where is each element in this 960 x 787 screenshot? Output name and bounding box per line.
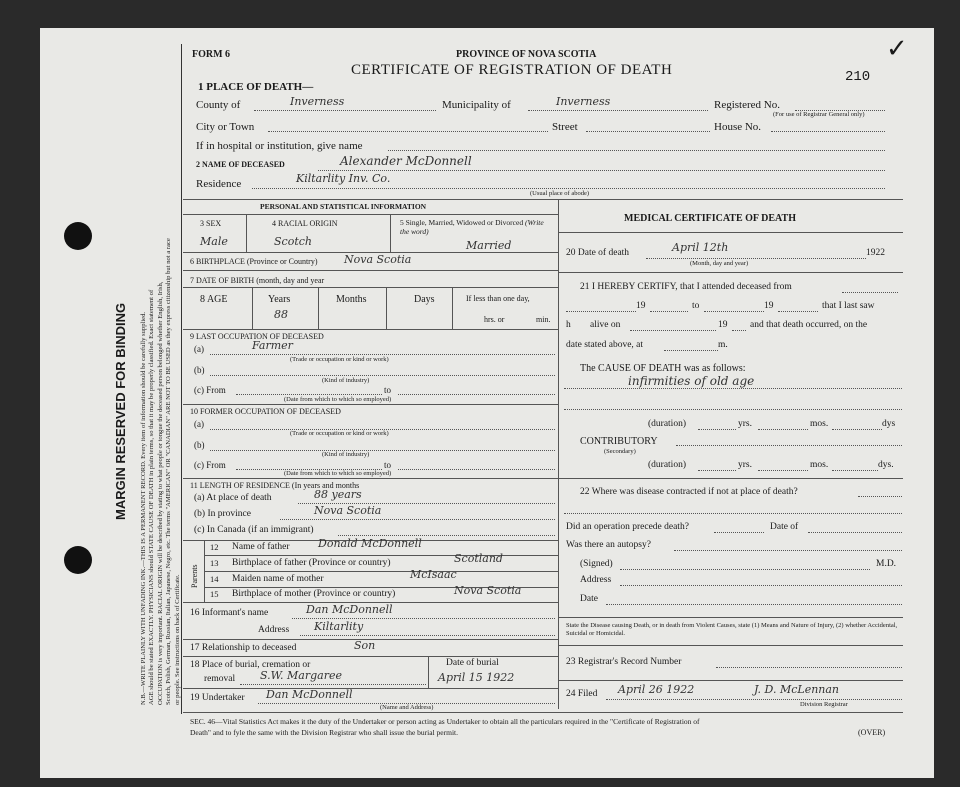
rule <box>183 214 558 215</box>
autopsy-line <box>674 550 902 551</box>
rule <box>204 571 558 572</box>
in-canada-line <box>338 535 555 536</box>
rule <box>252 287 253 329</box>
cause-label: The CAUSE OF DEATH was as follows: <box>580 363 746 374</box>
mother-label: Maiden name of mother <box>232 574 324 584</box>
secondary-note: (Secondary) <box>604 448 636 455</box>
former-c-line <box>398 469 555 470</box>
duration-line <box>698 429 736 430</box>
occ-c-note: (Date from which to which so employed) <box>284 396 392 403</box>
racial-label: 4 RACIAL ORIGIN <box>272 219 338 228</box>
informant-line <box>292 618 555 619</box>
province-label: PROVINCE OF NOVA SCOTIA <box>456 49 597 60</box>
mos-label: mos. <box>810 419 829 429</box>
operation-line <box>808 532 902 533</box>
date-m: m. <box>718 340 728 350</box>
in-canada-label: (c) In Canada (if an immigrant) <box>194 525 314 535</box>
mother-value: McIsaac <box>410 568 457 581</box>
q24-label: 24 Filed <box>566 689 598 699</box>
sex-label: 3 SEX <box>200 219 222 228</box>
date-above-line <box>664 350 718 351</box>
rule <box>558 617 903 618</box>
former-b-label: (b) <box>194 440 205 450</box>
dob-label: 7 DATE OF BIRTH (month, day and year <box>190 276 325 285</box>
cause-line <box>564 388 902 389</box>
residence-line <box>252 188 885 189</box>
marital-label: 5 Single, Married, Widowed or Divorced (Write the word) <box>400 218 544 236</box>
former-b-line <box>210 450 555 451</box>
removal-label: removal <box>204 674 236 684</box>
former-a-label: (a) <box>194 419 204 429</box>
certify-line <box>778 311 818 312</box>
checkmark-icon: ✓ <box>886 34 908 63</box>
former-c-from: (c) From <box>194 460 226 470</box>
months-label: Months <box>336 294 367 305</box>
county-value: Inverness <box>290 95 345 108</box>
county-line <box>254 110 436 111</box>
operation-label: Did an operation precede death? <box>566 522 689 532</box>
instruction-line: or people. See instructions on back of Certificate. <box>173 574 181 705</box>
operation-line <box>714 532 764 533</box>
in-province-line <box>280 519 555 520</box>
duration-line <box>758 470 808 471</box>
h-label: h <box>566 320 571 330</box>
certify-line <box>650 311 688 312</box>
hospital-label: If in hospital or institution, give name <box>196 140 363 152</box>
former-c-to: to <box>384 460 392 470</box>
municipality-label: Municipality of <box>442 99 511 111</box>
column-divider <box>558 199 559 709</box>
min-label: min. <box>536 315 551 324</box>
instruction-line: AGE should be stated EXACTLY. PHYSICIANS should STATE CAUSE OF DEATH in plain terms, so that it may be properly classified. Exact statement of <box>148 289 156 705</box>
rule <box>318 287 319 329</box>
rule <box>558 272 903 273</box>
occ-b-label: (b) <box>194 365 205 375</box>
date-line <box>606 604 902 605</box>
filed-value: April 26 1922 <box>618 683 695 696</box>
dys-label: dys <box>882 419 896 429</box>
date-label: Date <box>580 594 598 604</box>
date-of-death-year: 1922 <box>866 248 885 258</box>
date-of-death-line <box>646 258 866 259</box>
q23-line <box>716 667 902 668</box>
place-heading: 1 PLACE OF DEATH— <box>198 81 314 93</box>
rule <box>246 214 247 252</box>
contributory-line <box>676 445 902 446</box>
former-occupation-heading: 10 FORMER OCCUPATION OF DECEASED <box>190 407 341 416</box>
rule <box>428 656 429 688</box>
alive-line <box>732 330 746 331</box>
mother-birth-label: Birthplace of mother (Province or country) <box>232 589 396 599</box>
personal-heading: PERSONAL AND STATISTICAL INFORMATION <box>260 202 427 211</box>
burial-place-value: S.W. Margaree <box>260 669 342 682</box>
duration-label: (duration) <box>648 460 686 470</box>
in-province-value: Nova Scotia <box>314 504 382 517</box>
rule <box>183 712 903 713</box>
name-line <box>318 170 885 171</box>
signed-line <box>620 569 870 570</box>
autopsy-label: Was there an autopsy? <box>566 540 651 550</box>
instructions-vertical <box>140 85 182 705</box>
undertaker-label: 19 Undertaker <box>190 693 245 703</box>
burial-date-value: April 15 1922 <box>438 671 515 684</box>
binding-hole <box>64 222 92 250</box>
house-line <box>771 131 885 132</box>
residence-length-heading: 11 LENGTH OF RESIDENCE (In years and months <box>190 481 360 490</box>
less-day-label: If less than one day, <box>466 294 530 303</box>
father-birth-label: Birthplace of father (Province or country) <box>232 558 391 568</box>
parents-label: Parents <box>190 564 199 588</box>
occ-c-line <box>398 394 555 395</box>
former-b-note: (Kind of industry) <box>322 451 370 458</box>
footer-sec46: SEC. 46—Vital Statistics Act makes it the duty of the Undertaker or person acting as Undertaker to obtain all the particulars required in the "Certificate of Registration of <box>190 717 700 726</box>
days-label: Days <box>414 294 435 305</box>
occ-b-note: (Kind of industry) <box>322 377 370 384</box>
birthplace-label: 6 BIRTHPLACE (Province or Country) <box>190 257 318 266</box>
md-label: M.D. <box>876 559 897 569</box>
certify-line <box>566 311 636 312</box>
rule <box>183 287 558 288</box>
residence-note: (Usual place of abode) <box>530 190 590 197</box>
at-place-label: (a) At place of death <box>194 493 272 503</box>
mother-birth-num: 15 <box>210 589 219 599</box>
yrs-label: yrs. <box>738 419 752 429</box>
rule <box>386 287 387 329</box>
relationship-label: 17 Relationship to deceased <box>190 643 297 653</box>
burial-line <box>240 684 426 685</box>
contributory-label: CONTRIBUTORY <box>580 436 658 447</box>
registered-note: (For use of Registrar General only) <box>773 111 865 118</box>
name-label: 2 NAME OF DECEASED <box>196 160 285 169</box>
father-num: 12 <box>210 542 219 552</box>
registrar-signature: J. D. McLennan <box>754 683 840 696</box>
occ-a-line <box>210 354 555 355</box>
hospital-line <box>388 150 885 151</box>
q22-label: 22 Where was disease contracted if not at place of death? <box>580 487 798 497</box>
date-of-death-note: (Month, day and year) <box>690 260 749 267</box>
rule <box>183 329 558 330</box>
informant-label: 16 Informant's name <box>190 608 269 618</box>
instruction-line: N.B.—WRITE PLAINLY WITH UNFADING INK.—THIS IS A PERMANENT RECORD. Every item of information should be carefully supplied. <box>140 311 147 705</box>
years-label: Years <box>268 294 291 305</box>
county-label: County of <box>196 99 241 111</box>
alive-line <box>630 330 716 331</box>
rule <box>558 645 903 646</box>
cause-line <box>564 409 902 410</box>
division-registrar-label: Division Registrar <box>800 701 848 708</box>
address-label: Address <box>580 575 612 585</box>
over-label: (OVER) <box>858 728 886 737</box>
rule <box>558 232 903 233</box>
q22-line <box>564 513 902 514</box>
occ-a-value: Farmer <box>252 339 293 352</box>
certify-line <box>704 311 764 312</box>
rule <box>183 688 558 689</box>
yrs-label: yrs. <box>738 460 752 470</box>
occ-c-to: to <box>384 385 392 395</box>
duration-line <box>832 470 878 471</box>
form-number: FORM 6 <box>192 49 231 60</box>
duration-line <box>832 429 882 430</box>
rule <box>183 199 903 200</box>
rule <box>183 404 558 405</box>
residence-label: Residence <box>196 178 242 190</box>
alive-on-label: alive on <box>590 320 621 330</box>
birthplace-value: Nova Scotia <box>344 253 412 266</box>
city-line <box>268 131 548 132</box>
q22-line <box>858 496 902 497</box>
death-occurred-label: and that death occurred, on the <box>750 320 868 330</box>
certify-19a: 19 <box>636 301 646 311</box>
informant-value: Dan McDonnell <box>306 603 393 616</box>
marital-value: Married <box>466 239 512 252</box>
street-label: Street <box>552 121 578 133</box>
mother-birth-value: Nova Scotia <box>454 584 522 597</box>
occ-a-label: (a) <box>194 344 204 354</box>
violent-causes-note: State the Disease causing Death, or in death from Violent Causes, state (1) Means and Nature of Injury, (2) whether Accidental, Suicidal or Homicidal. <box>566 622 898 637</box>
rule <box>452 287 453 329</box>
occ-c-from: (c) From <box>194 385 226 395</box>
rule <box>390 214 391 252</box>
rule <box>183 656 558 657</box>
certificate-title: CERTIFICATE OF REGISTRATION OF DEATH <box>351 62 673 78</box>
duration-line <box>758 429 808 430</box>
father-birth-num: 13 <box>210 558 219 568</box>
father-label: Name of father <box>232 542 290 552</box>
father-birth-value: Scotland <box>454 552 503 565</box>
instruction-line: OCCUPATION is very important. RACIAL ORIGIN will be described by stating to what people or tongue the deceased person belonged whether English, Irish, <box>156 281 164 705</box>
operation-date-label: Date of <box>770 522 799 532</box>
municipality-value: Inverness <box>556 95 611 108</box>
q23-label: 23 Registrar's Record Number <box>566 657 682 667</box>
city-label: City or Town <box>196 121 255 133</box>
relationship-value: Son <box>354 639 376 652</box>
certify-line <box>842 292 898 293</box>
date-above-label: date stated above, at <box>566 340 644 350</box>
footer-sec46-cont: Death" and to fyle the same with the Division Registrar who shall issue the burial permit. <box>190 728 459 737</box>
rule <box>204 555 558 556</box>
last-occupation-heading: 9 LAST OCCUPATION OF DECEASED <box>190 332 324 341</box>
margin-label: MARGIN RESERVED FOR BINDING <box>113 302 128 520</box>
address-line <box>620 585 902 586</box>
undertaker-value: Dan McDonnell <box>266 688 353 701</box>
racial-value: Scotch <box>274 235 312 248</box>
mother-num: 14 <box>210 574 219 584</box>
certify-19b: 19 <box>764 301 774 311</box>
dys-label: dys. <box>878 460 894 470</box>
deceased-name-value: Alexander McDonnell <box>340 154 472 168</box>
registered-label: Registered No. <box>714 99 780 111</box>
sex-value: Male <box>200 235 228 248</box>
former-c-note: (Date from which to which so employed) <box>284 470 392 477</box>
house-label: House No. <box>714 121 762 133</box>
in-province-label: (b) In province <box>194 509 251 519</box>
burial-date-label: Date of burial <box>446 658 499 668</box>
medical-heading: MEDICAL CERTIFICATE OF DEATH <box>624 213 796 224</box>
age-label: 8 AGE <box>200 294 228 305</box>
rule <box>183 478 558 479</box>
years-value: 88 <box>274 308 288 321</box>
at-place-value: 88 years <box>314 488 362 501</box>
informant-address-line <box>300 635 555 636</box>
certify-to: to <box>692 301 700 311</box>
certify-label: 21 I HEREBY CERTIFY, that I attended deceased from <box>580 282 792 292</box>
occ-c-line <box>236 394 382 395</box>
duration-line <box>698 470 736 471</box>
undertaker-note: (Name and Address) <box>380 704 434 711</box>
informant-address-value: Kiltarlity <box>314 620 364 633</box>
mos-label: mos. <box>810 460 829 470</box>
rule <box>558 478 903 479</box>
occ-a-note: (Trade or occupation or kind or work) <box>290 356 389 363</box>
duration-label: (duration) <box>648 419 686 429</box>
binding-hole <box>64 546 92 574</box>
rule <box>183 270 558 271</box>
rule <box>558 680 903 681</box>
residence-value: Kiltarlity Inv. Co. <box>296 172 391 185</box>
instruction-line: Scotch, Polish, German, Russian, Italian, Japanese, Negro, etc. The terms "AMERICAN" OR "CANADIAN" ARE NOT TO BE USED as they express citizenship but not a race <box>165 238 173 705</box>
certificate-number: 210 <box>845 69 871 85</box>
occ-b-line <box>210 375 555 376</box>
signed-label: (Signed) <box>580 559 613 569</box>
cause-value: infirmities of old age <box>628 374 755 388</box>
margin-rule <box>181 44 182 714</box>
hrs-label: hrs. or <box>484 315 505 324</box>
certify-last-saw: that I last saw <box>822 301 875 311</box>
burial-label: 18 Place of burial, cremation or <box>190 660 311 670</box>
filed-line <box>606 699 902 700</box>
father-value: Donald McDonnell <box>318 537 422 550</box>
date-of-death-value: April 12th <box>672 241 729 254</box>
former-a-note: (Trade or occupation or kind or work) <box>290 430 389 437</box>
municipality-line <box>528 110 708 111</box>
street-line <box>586 131 710 132</box>
alive-19: 19 <box>718 320 728 330</box>
informant-address-label: Address <box>258 625 290 635</box>
date-of-death-label: 20 Date of death <box>566 248 630 258</box>
